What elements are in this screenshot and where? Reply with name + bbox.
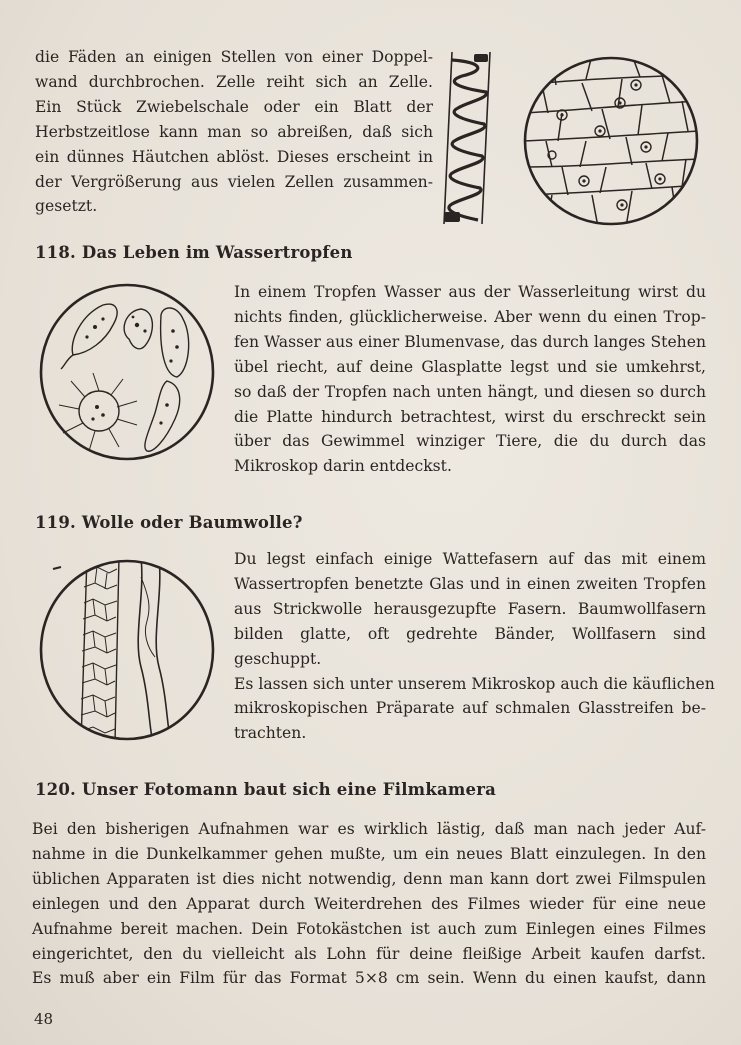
text-line: Herbstzeitlose kann man so abreißen, daß sich xyxy=(35,122,433,141)
text-line: über das Gewimmel winziger Tiere, die du durch das xyxy=(234,432,706,451)
section-119-heading: 119. Wolle oder Baumwolle? xyxy=(35,513,303,532)
text-line: In einem Tropfen Wasser aus der Wasserleitung wirst du xyxy=(234,283,706,301)
text-line: die Platte hindurch betrachtest, wirst du erschreckt sein xyxy=(234,407,706,426)
section-119-paragraph xyxy=(234,547,715,746)
text-line: die Fäden an einigen Stellen von einer Doppel- xyxy=(35,48,433,66)
text-line: übel riecht, auf deine Glasplatte legst und sie umkehrst, xyxy=(234,357,706,376)
text-line: Es lassen sich unter unserem Mikroskop auch die käuflichen xyxy=(234,674,715,693)
text-line: Mikroskop darin entdeckst. xyxy=(234,457,452,476)
text-line: nahme in die Dunkelkammer gehen mußte, um ein neues Blatt einzulegen. In den xyxy=(32,844,706,863)
text-line: so daß der Tropfen nach unten hängt, und diesen so durch xyxy=(234,382,706,401)
text-line: Es muß aber ein Film für das Format 5×8 cm sein. Wenn du einen kaufst, dann xyxy=(32,969,706,988)
text-line: mikroskopischen Präparate auf schmalen Glasstreifen be- xyxy=(234,699,706,718)
spiral-vessel-illustration xyxy=(440,48,494,228)
text-line: einlegen und den Apparat durch Weiterdrehen des Filmes wieder für eine neue xyxy=(32,894,706,913)
text-line: üblichen Apparaten ist dies nicht notwendig, denn man kann dort zwei Filmspulen xyxy=(32,869,706,888)
text-line: fen Wasser aus einer Blumenvase, das durch langes Stehen xyxy=(234,332,706,351)
text-line: eingerichtet, den du vielleicht als Lohn für deine fleißige Arbeit kaufen darfst. xyxy=(32,944,706,963)
text-line: geschuppt. xyxy=(234,649,322,668)
onion-cells-illustration xyxy=(522,55,700,227)
text-line: gesetzt. xyxy=(35,197,98,216)
text-line: wand durchbrochen. Zelle reiht sich an Zelle. xyxy=(35,72,433,91)
water-drop-organisms-illustration xyxy=(37,281,217,463)
text-line: nichts finden, glücklicherweise. Aber wenn du einen Trop- xyxy=(234,307,706,326)
text-line: der Vergrößerung aus vielen Zellen zusammen- xyxy=(35,172,433,191)
text-line: Du legst einfach einige Wattefasern auf das mit einem xyxy=(234,550,706,568)
text-line: Ein Stück Zwiebelschale oder ein Blatt der xyxy=(35,97,433,116)
wool-cotton-fibers-illustration xyxy=(37,557,217,743)
page-number: 48 xyxy=(34,1010,54,1028)
text-line: Wassertropfen benetzte Glas und in einen zweiten Tropfen xyxy=(234,574,706,593)
section-118-paragraph xyxy=(234,280,706,479)
intro-paragraph xyxy=(35,45,433,219)
section-120-heading: 120. Unser Fotomann baut sich eine Filmkamera xyxy=(35,780,496,799)
text-line: bilden glatte, oft gedrehte Bänder, Wollfasern sind xyxy=(234,624,706,643)
section-120-paragraph xyxy=(32,817,706,991)
text-line: aus Strickwolle herausgezupfte Fasern. Baumwollfasern xyxy=(234,599,706,618)
text-line: trachten. xyxy=(234,724,307,743)
text-line: Bei den bisherigen Aufnahmen war es wirklich lästig, daß man nach jeder Auf- xyxy=(32,820,706,838)
text-line: ein dünnes Häutchen ablöst. Dieses erscheint in xyxy=(35,147,433,166)
text-line: Aufnahme bereit machen. Dein Fotokästchen ist auch zum Einlegen eines Filmes xyxy=(32,919,706,938)
section-118-heading: 118. Das Leben im Wassertropfen xyxy=(35,243,353,262)
